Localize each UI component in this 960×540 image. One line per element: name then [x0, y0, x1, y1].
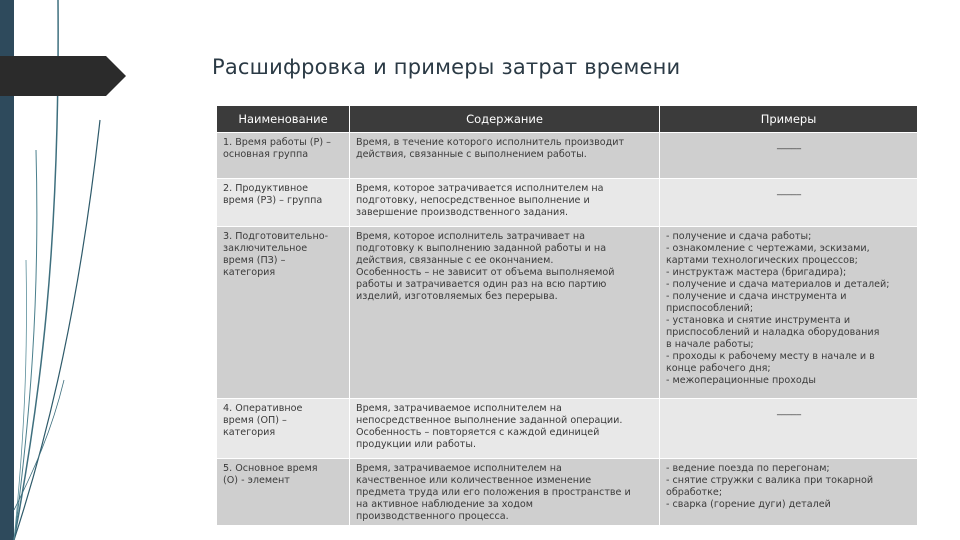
row-name: 4. Оперативное время (ОП) – категория: [217, 399, 350, 459]
table-header-row: [217, 106, 918, 133]
row-name: 5. Основное время (О) - элемент: [217, 459, 350, 526]
row-examples: _____: [660, 133, 918, 179]
table-row: [217, 179, 918, 227]
page-title: Расшифровка и примеры затрат времени: [212, 55, 681, 79]
header-name: Наименование: [217, 106, 350, 133]
row-examples: - ведение поезда по перегонам; - снятие стружки с валика при токарной обработке; - сварка (горение дуги) деталей: [660, 459, 918, 526]
time-costs-table: [216, 105, 918, 526]
table-row: [217, 227, 918, 399]
table-row: [217, 399, 918, 459]
row-examples: _____: [660, 399, 918, 459]
row-content: Время, в течение которого исполнитель производит действия, связанные с выполнением работы.: [350, 133, 660, 179]
table-row: [217, 133, 918, 179]
title-arrow-marker: [0, 56, 126, 96]
row-name: 2. Продуктивное время (РЗ) – группа: [217, 179, 350, 227]
header-examples: Примеры: [660, 106, 918, 133]
row-name: 3. Подготовительно- заключительное время (ПЗ) – категория: [217, 227, 350, 399]
row-content: Время, затрачиваемое исполнителем на непосредственное выполнение заданной операции. Особенность – повторяется с каждой единицей продукции или работы.: [350, 399, 660, 459]
row-name: 1. Время работы (Р) – основная группа: [217, 133, 350, 179]
table-row: [217, 459, 918, 526]
header-content: Содержание: [350, 106, 660, 133]
row-content: Время, которое затрачивается исполнителем на подготовку, непосредственное выполнение и завершение производственного задания.: [350, 179, 660, 227]
row-content: Время, которое исполнитель затрачивает на подготовку к выполнению заданной работы и на действия, связанные с ее окончанием. Особенность – не зависит от объема выполняемой работы и затрачивается один раз на всю партию изделий, изготовляемых без перерыва.: [350, 227, 660, 399]
row-examples: - получение и сдача работы; - ознакомление с чертежами, эскизами, картами технологических процессов; - инструктаж мастера (бригадира); - получение и сдача материалов и деталей; - получение и сдача инструмента и приспособлений; - установка и снятие инструмента и приспособлений и наладка оборудования в начале работы; - проходы к рабочему месту в начале и в конце рабочего дня; - межоперационные проходы: [660, 227, 918, 399]
row-content: Время, затрачиваемое исполнителем на качественное или количественное изменение предмета труда или его положения в пространстве и на активное наблюдение за ходом производственного процесса.: [350, 459, 660, 526]
row-examples: _____: [660, 179, 918, 227]
